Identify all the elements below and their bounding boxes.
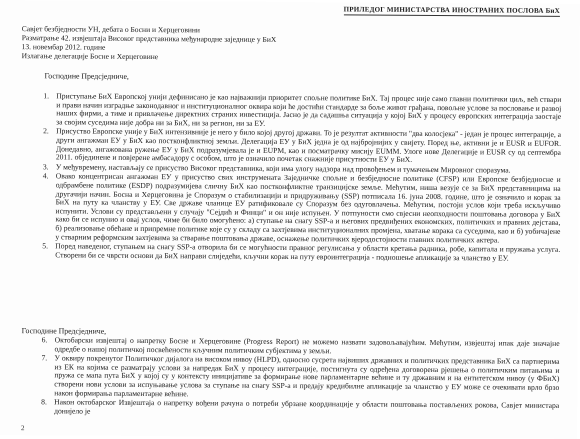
paragraph-list-1 — [20, 92, 561, 264]
paragraph-item: 1. Приступање БиХ Европској унији дефинисано је као најважнији приоритет спољне политике БиХ. Тај процес није само главни политички циљ, већ ствари и прави начин изградње законодавног и институционалног оквира који ће достићи стандарде за боље живот грађана, повољне услове за пословање и развој наших фирми, а тиме и привлачење директних страних инвестиција. Јасно је да садашња ситуација у којој БиХ у процесу европских интеграција заостаје за својим суседима није добра ни за БиХ, ни за регион, ни за ЕУ. — [43, 91, 562, 128]
salutation: Господине Предсједниче, — [21, 326, 107, 336]
paragraph-text: Поред наведеног, ступањем на снагу SSP-а отворила би се могућности правног регулисања у области кретања радника, робе, капитала и пружања услуга. Створени би се чврсти основи да БиХ направи слиједећи, кључни корак на путу евроинтеграција - подношење апликације за чланство у ЕУ. — [55, 241, 561, 263]
meta-line: 13. новембар 2012. године — [21, 42, 106, 52]
paragraph-item: 6. Октобарски извјештај о напретку Босне и Херцеговине (Progress Report) не можемо назвати задовољавајућим. Мећутим, извјештај ипак даје значајне одредбе о нашој политичкој посвећености кључним политичким субјектима у земљи. — [41, 335, 560, 355]
paragraph-item: 7. У оквиру покренутог Политичког дијалога на високом нивоу (HLPD), односно сусрета највиших државних и политичких представника БиХ са партнерима из ЕК на којима се разматрају услови за напредак БиХ у процесу интеграције, постигнута су одређена договорена рјешења о политичким питањима и пружа се мапа пута БиХ у којој су у контексту иницијативе за формирање нове парламентарне већине и ту државним и на ентитетском нивоу (у ФБиХ) створени нови услови за испуњавање услова за ступање на снагу SSP-а и предају кредибилне апликације за чланство у ЕУ може се очекивати врло брзо након формирања парламентарне већине. — [41, 353, 560, 398]
paragraph-text: Након октобарског Извјештаја о напретку вођени рачуна о потреби убрзане координације у области поштовања постављених рокова, Савјет министара донијело је — [54, 397, 560, 416]
paragraph-text: Приступање БиХ Европској унији дефинисано је као најважнији приоритет спољне политике БиХ. Тај процес није само главни политички циљ, већ ствари и прави начин изградње законодавног и институционалног оквира који ће достићи стандарде за боље живот грађана, повољне услове за пословање и развој наших фирми, а тиме и привлачење директних страних инвестиција. Јасно је да садашња ситуација у којој БиХ у процесу европских интеграција заостаје за својим суседима није добра ни за БиХ, ни за регион, ни за ЕУ. — [56, 91, 562, 128]
document-header: ПРИЛЕДОГ МИНИСТАРСТВА ИНОСТРАНИХ ПОСЛОВА БиХ — [343, 5, 560, 15]
paragraph-item: 2. Присуство Европске уније у БиХ интензивније је него у било којој другој држави. То је резултат активности "два колосјека" - један је процес интеграције, а други ангажман ЕУ у БиХ као постконфликтној земљи. Делегација ЕУ у БиХ једна је од најбројнијих у свијету. Поред ње, активни је и EUSR и EUFOR. Донедавно, ангажована ружење ЕУ у БиХ подразумјевала је и EUPM, као и посматрачку мисију EUMM. Улоге нове Делегације и EUSR су од септембра 2011. објединене и повјерене амбасадору с особом, што је означило почетак снажније присутности ЕУ у БиХ. — [43, 126, 562, 165]
paragraph-item: 8. Након октобарског Извјештаја о напретку вођени рачуна о потреби убрзане координације у области поштовања постављених рокова, Савјет министара донијело је — [41, 397, 560, 416]
meta-line: Излагање делегације Босне и Херцеговине — [21, 51, 159, 62]
paragraph-text: У оквиру покренутог Политичког дијалога на високом нивоу (HLPD), односно сусрета највиших државних и политичких представника БиХ са партнерима из ЕК на којима се разматрају услови за напредак БиХ у процесу интеграције, постигнута су одређена договорена рјешења о политичким питањима и пружа се мапа пута БиХ у којој су у контексту иницијативе за формирање нове парламентарне већине и ту државним и на ентитетском нивоу (у ФБиХ) створени нови услови за испуњавање услова за ступање на снагу SSP-а и предају кредибилне апликације за чланство у ЕУ може се очекивати врло брзо након формирања парламентарне већине. — [54, 353, 560, 398]
paragraph-text: Присуство Европске уније у БиХ интензивније је него у било којој другој држави. То је резултат активности "два колосјека" - један је процес интеграције, а други ангажман ЕУ у БиХ као постконфликтној земљи. Делегација ЕУ у БиХ једна је од најбројнијих у свијету. Поред ње, активни је и EUSR и EUFOR. Донедавно, ангажована ружење ЕУ у БиХ подразумјевала је и EUPM, као и посматрачку мисију EUMM. Улоге нове Делегације и EUSR су од септембра 2011. објединене и повјерене амбасадору с особом, што је означило почетак снажније присутности ЕУ у БиХ. — [55, 126, 562, 165]
document-meta — [22, 24, 277, 62]
page-number: 2 — [20, 424, 25, 433]
paragraph-item: 3. У међувремену, настављају се присуство Високог представника, који има улогу надзора над провођењем и тумачењем Мировног споразума. — [42, 162, 511, 175]
paragraph-text: Октобарски извјештај о напретку Босне и Херцеговине (Progress Report) не можемо назвати задовољавајућим. Мећутим, извјештај ипак даје значајне одредбе о нашој политичкој посвећености кључним политичким субјектима у земљи. — [54, 335, 560, 355]
paragraph-item: 4. Овако концентрисан ангажман ЕУ у присуство свих инструмената Заједничке спољне и безбједносне политике (CFSP) или Европске безбједносне и одбрамбене политике (ESDP) подразумијева сличну БиХ као постконфликтне транзицијске земље. Мећутим, ниша везује се за БиХ представницима на другачији начин. Босна и Херцеговина је Споразум о стабилизацији и придруживању (SSP) потписала 16. јуна 2008. године, што је означило и корак за БиХ на путу ка чланству у ЕУ. Све државе чланице ЕУ ратификовале су Споразум без одуговлачења. Мећутим, постоји услов који треба искључиво испунити. Услови су представљени у случају "Сејдић и Финци" и он није испуњен. У потпуности смо свјесни неопходности поштовања договора у БиХ како би се испунио и овај услов, чиме би било омогућено: а) ступање на снагу SSP-а и његових предвиђених економских, политичких и правних дејстава, б) реализовање обећане и припремне политике које су у складу са захтјевима институционалних промјена, хватање корака са суседима, као и б) уобичајене у стварним реформским захтјевима за стварање поштовања државе, оснажење политичких вјеродостојности главних политичких актера. — [42, 171, 561, 244]
meta-line: Савјет безбједности УН, дебата о Босни и Херцеговини — [21, 24, 200, 35]
paragraph-text: У међувремену, настављају се присуство Високог представника, који има улогу надзора над провођењем и тумачењем Мировног споразума. — [55, 162, 511, 175]
meta-line: Разматрање 42. извјештаја Високог представника међународне заједнице у БиХ — [21, 33, 277, 44]
salutation: Господине Предсједниче, — [44, 71, 129, 81]
paragraph-text: Овако концентрисан ангажман ЕУ у присуство свих инструмената Заједничке спољне и безбједносне политике (CFSP) или Европске безбједносне и одбрамбене политике (ESDP) подразумијева сличну БиХ као постконфликтне транзицијске земље. Мећутим, ниша везује се за БиХ представницима на другачији начин. Босна и Херцеговина је Споразум о стабилизацији и придруживању (SSP) потписала 16. јуна 2008. године, што је означило и корак за БиХ на путу ка чланству у ЕУ. Све државе чланице ЕУ ратификовале су Споразум без одуговлачења. Мећутим, постоји услов који треба искључиво испунити. Услови су представљени у случају "Сејдић и Финци" и он није испуњен. У потпуности смо свјесни неопходности поштовања договора у БиХ како би се испунио и овај услов, чиме би било омогућено: а) ступање на снагу SSP-а и његових предвиђених економских, политичких и правних дејстава, б) реализовање обећане и припремне политике које су у складу са захтјевима институционалних промјена, хватање корака са суседима, као и б) уобичајене у стварним реформским захтјевима за стварање поштовања државе, оснажење политичких вјеродостојности главних политичких актера. — [55, 171, 561, 244]
paragraph-item: 5. Поред наведеног, ступањем на снагу SSP-а отворила би се могућности правног регулисања у области кретања радника, робе, капитала и пружања услуга. Створени би се чврсти основи да БиХ направи слиједећи, кључни корак на путу евроинтеграција - подношење апликације за чланство у ЕУ. — [42, 241, 561, 263]
paragraph-list-2 — [19, 336, 560, 420]
